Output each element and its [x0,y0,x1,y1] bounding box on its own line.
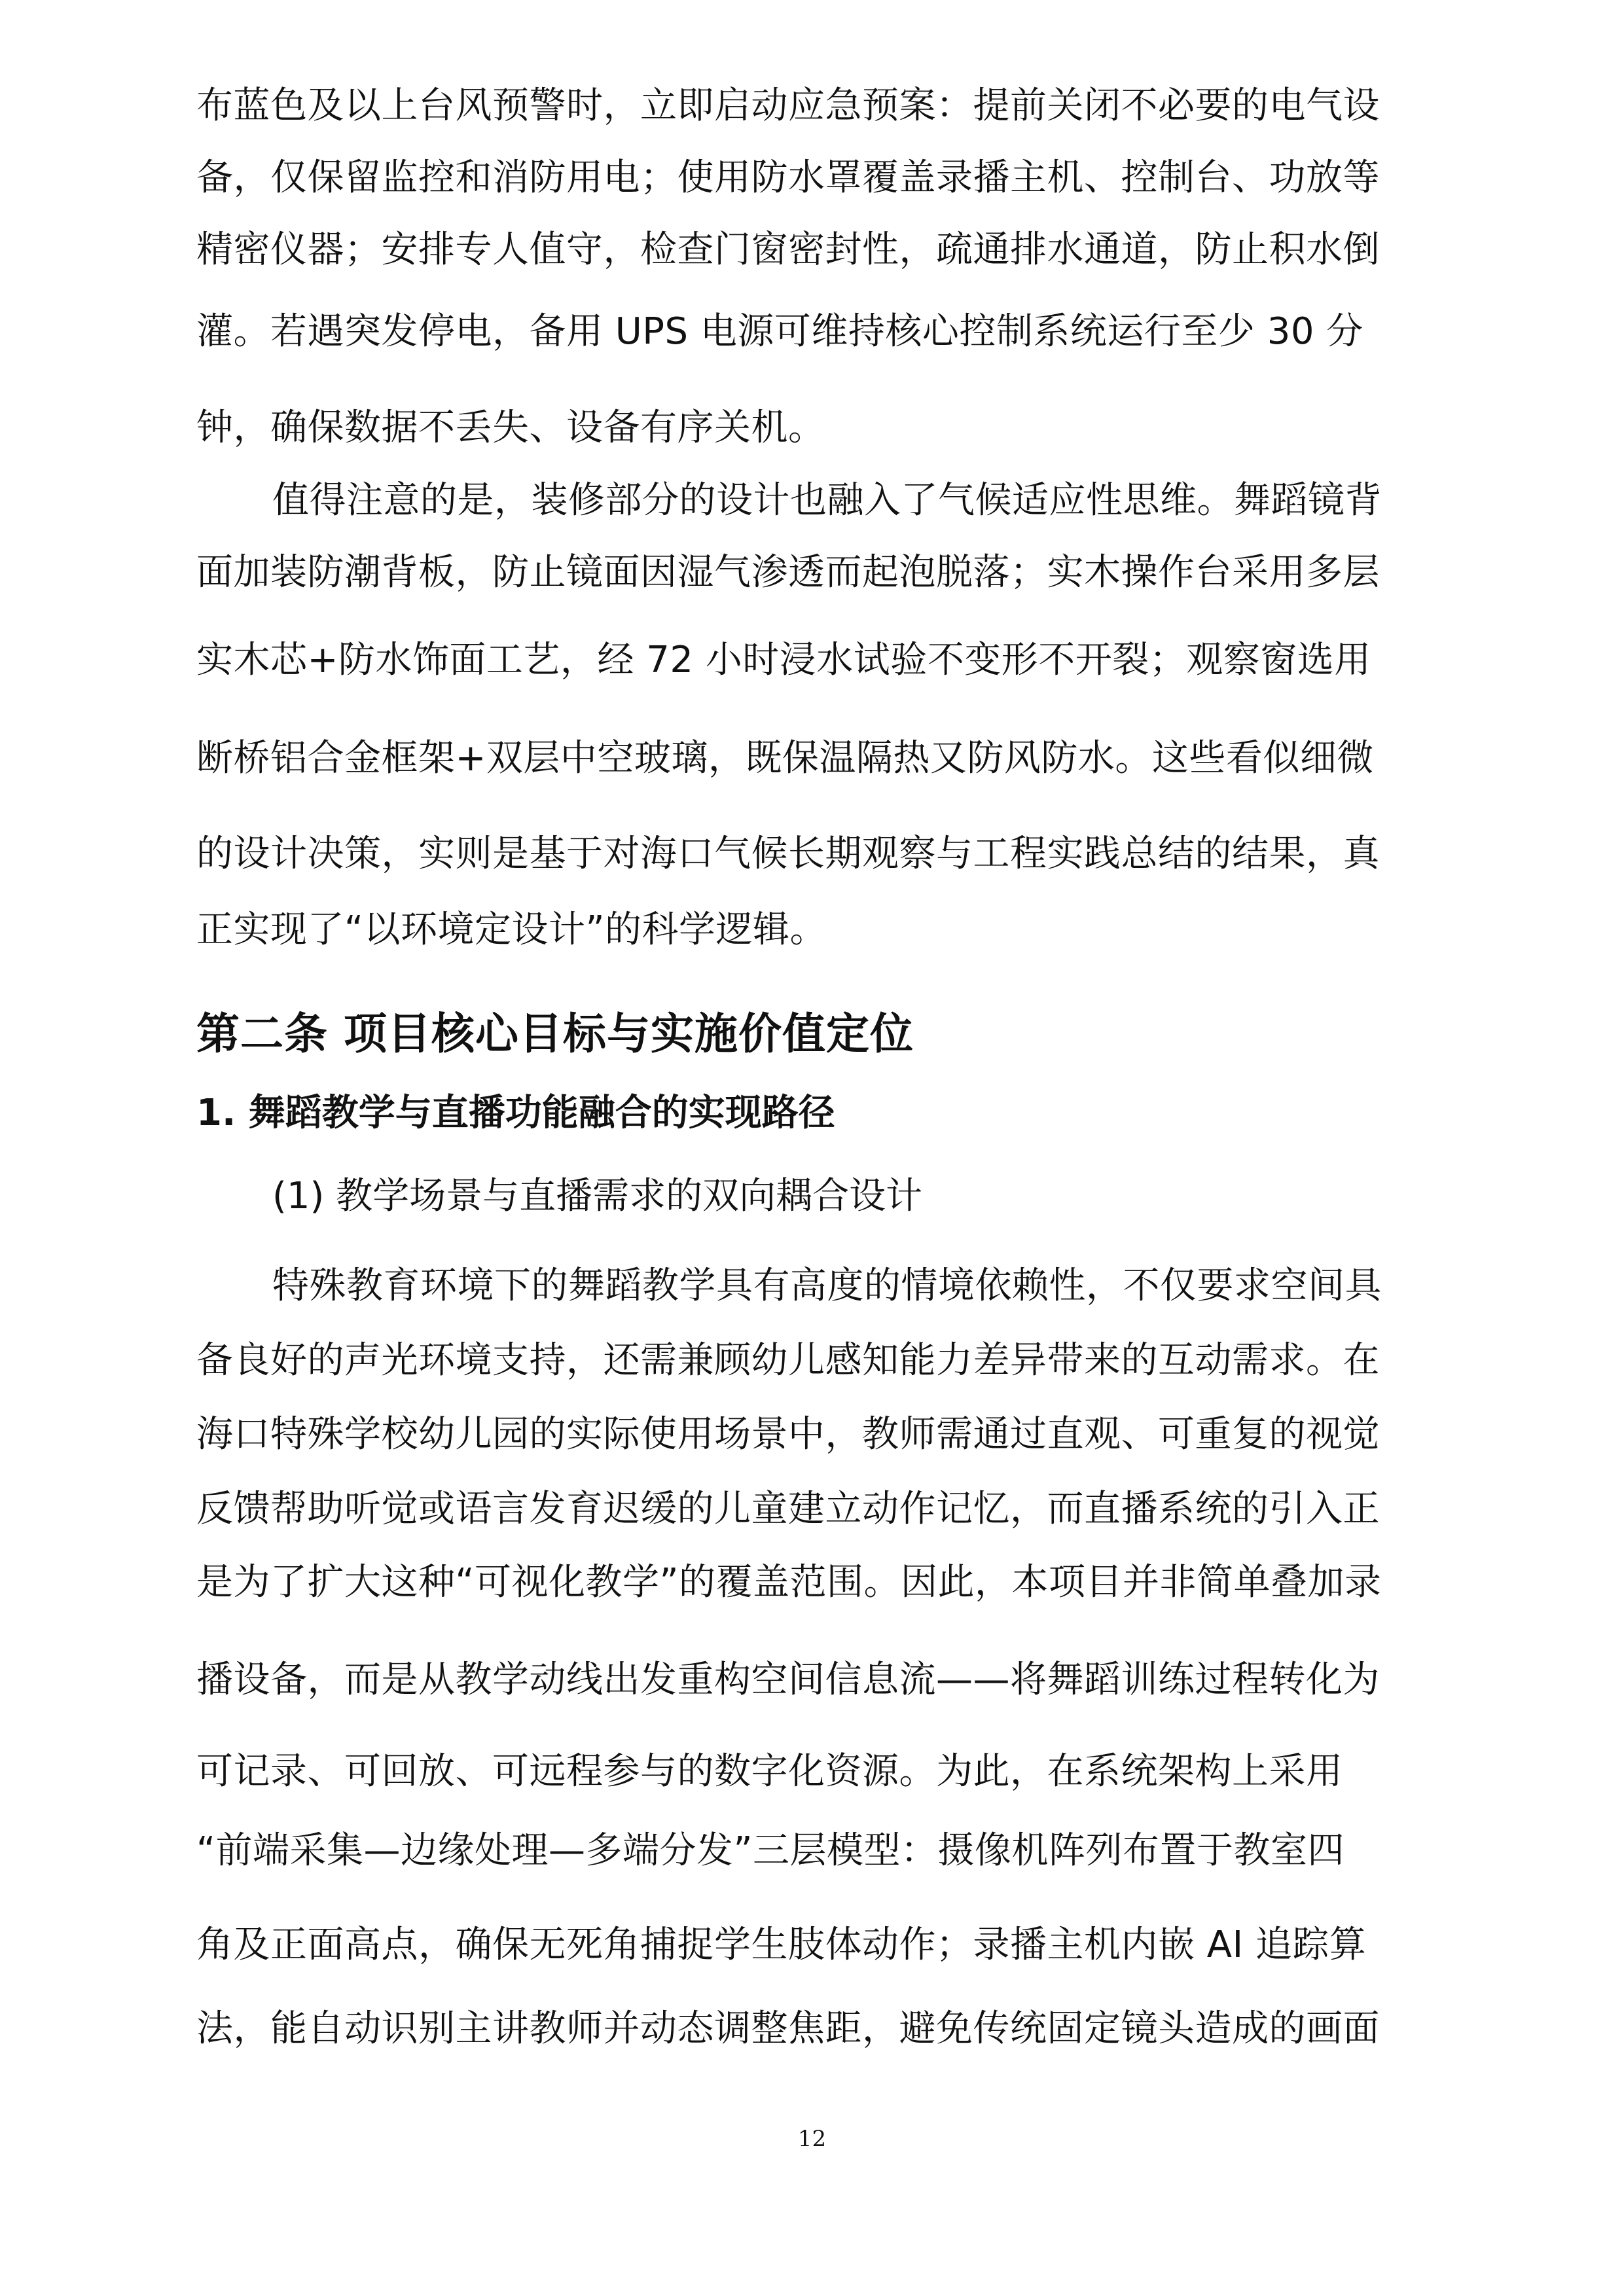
text-line: 法，能自动识别主讲教师并动态调整焦距，避免传统固定镜头造成的画面 [196,2007,1380,2050]
page-number: 12 [797,2126,827,2152]
text-line: 海口特殊学校幼儿园的实际使用场景中，教师需通过直观、可重复的视觉 [196,1413,1380,1456]
text-line: 播设备，而是从教学动线出发重构空间信息流——将舞蹈训练过程转化为 [196,1659,1380,1701]
text-line: 精密仪器；安排专人值守，检查门窗密封性，疏通排水通道，防止积水倒 [196,228,1380,271]
text-line: 钟，确保数据不丢失、设备有序关机。 [196,406,825,449]
text-line: 特殊教育环境下的舞蹈教学具有高度的情境依赖性，不仅要求空间具 [272,1265,1382,1307]
text-line: 实木芯+防水饰面工艺，经 72 小时浸水试验不变形不开裂；观察窗选用 [196,639,1371,681]
text-line: 是为了扩大这种“可视化教学”的覆盖范围。因此，本项目并非简单叠加录 [196,1561,1382,1604]
subsection-heading: 1. 舞蹈教学与直播功能融合的实现路径 [196,1092,835,1134]
text-line: 反馈帮助听觉或语言发育迟缓的儿童建立动作记忆，而直播系统的引入正 [196,1488,1380,1530]
text-line: 的设计决策，实则是基于对海口气候长期观察与工程实践总结的结果，真 [196,833,1380,875]
section-heading: 第二条 项目核心目标与实施价值定位 [196,1009,914,1059]
text-line: 面加装防潮背板，防止镜面因湿气渗透而起泡脱落；实木操作台采用多层 [196,551,1380,594]
text-line: 角及正面高点，确保无死角捕捉学生肢体动作；录播主机内嵌 AI 追踪算 [196,1924,1367,1966]
text-line: 正实现了“以环境定设计”的科学逻辑。 [196,908,827,951]
text-line: 断桥铝合金框架+双层中空玻璃，既保温隔热又防风防水。这些看似细微 [196,737,1374,780]
text-line: “前端采集—边缘处理—多端分发”三层模型：摄像机阵列布置于教室四 [196,1829,1345,1872]
text-line: 灌。若遇突发停电，备用 UPS 电源可维持核心控制系统运行至少 30 分 [196,310,1363,353]
text-line: 备良好的声光环境支持，还需兼顾幼儿感知能力差异带来的互动需求。在 [196,1339,1380,1382]
text-line: 布蓝色及以上台风预警时，立即启动应急预案：提前关闭不必要的电气设 [196,84,1380,127]
text-line: 可记录、可回放、可远程参与的数字化资源。为此，在系统架构上采用 [196,1750,1343,1793]
subsubsection-heading: (1) 教学场景与直播需求的双向耦合设计 [272,1175,923,1217]
text-line: 值得注意的是，装修部分的设计也融入了气候适应性思维。舞蹈镜背 [272,479,1382,522]
text-line: 备，仅保留监控和消防用电；使用防水罩覆盖录播主机、控制台、功放等 [196,156,1380,199]
